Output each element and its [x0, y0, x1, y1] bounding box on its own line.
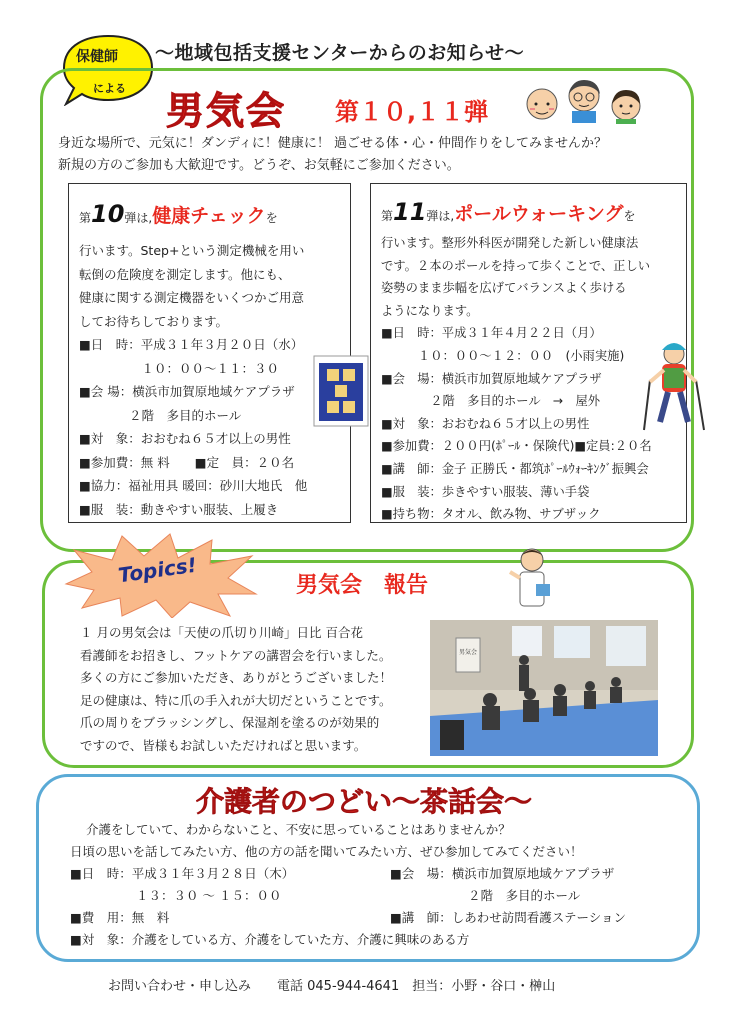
event-10-mid: 弾は, — [124, 211, 153, 225]
event-11-line: ようになります。 — [381, 303, 479, 318]
care-lecturer: ■講 師：しあわせ訪問看護ステーション — [390, 910, 627, 925]
report-text — [80, 622, 392, 757]
event-10-place: ■会 場：横浜市加賀原地域ケアプラザ — [79, 384, 295, 399]
event-10-heading — [79, 200, 278, 228]
event-10-date: ■日 時：平成３１年３月２０日（水） — [79, 337, 304, 352]
event-11-prefix: 第 — [381, 209, 394, 223]
event-11-line: 行います。整形外科医が開発した新しい健康法 — [381, 236, 639, 250]
care-place: ■会 場：横浜市加賀原地域ケアプラザ — [390, 866, 615, 881]
event-11-suffix: を — [623, 209, 636, 223]
event-11-belongings: ■持ち物：タオル、飲み物、サブザック — [381, 507, 601, 522]
event-11-mid: 弾は, — [426, 209, 455, 223]
topics-badge: Topics! — [116, 552, 199, 588]
nurse-pointing-icon — [508, 546, 554, 612]
care-fee: ■費 用：無 料 — [70, 910, 170, 925]
photo-sign-text: 男気会 — [459, 649, 478, 656]
event-11-place: ■会 場：横浜市加賀原地域ケアプラザ — [381, 371, 602, 386]
intro-line-1: 身近な場所で、元気に！ダンディに！健康に！ 過ごせる体・心・仲間作りをしてみませんか？ — [58, 136, 607, 151]
event-10-target: ■対 象：おおむね６５才以上の男性 — [79, 431, 291, 446]
contact-footer: お問い合わせ・申し込み 電話 045-944-4641 担当：小野・谷口・榊山 — [108, 979, 556, 994]
face-glasses-icon — [569, 80, 600, 123]
event-10-box — [68, 183, 351, 523]
event-10-details — [79, 239, 307, 521]
event-11-date: ■日 時：平成３１年４月２２日（月） — [381, 326, 602, 341]
event-10-line: 転倒の危険度を測定します。他にも、 — [79, 266, 291, 282]
bubble-label-nurse: 保健師 — [76, 49, 118, 65]
bubble-label-by: による — [93, 82, 126, 95]
event-10-keyword: 健康チェック — [152, 205, 266, 227]
face-bald-icon — [527, 89, 557, 119]
report-line: 多くの方にご参加いただき、ありがとうございました！ — [80, 670, 393, 685]
page-header-title: ～地域包括支援センターからのお知らせ～ — [155, 42, 525, 64]
report-line: 足の健康は、特に爪の手入れが大切だということです。 — [80, 692, 392, 708]
event-11-keyword: ポールウォーキング — [454, 203, 624, 225]
care-target: ■対 象：介護をしている方、介護をしていた方、介護に興味のある方 — [70, 932, 470, 947]
pole-walker-icon — [640, 340, 708, 432]
event-11-number: 11 — [393, 198, 427, 226]
step-device-icon — [313, 355, 369, 427]
care-line-1: 介護をしていて、わからないこと、不安に思っていることはありませんか？ — [86, 822, 511, 837]
intro-line-2: 新規の方のご参加も大歓迎です。どうぞ、お気軽にご参加ください。 — [58, 158, 460, 173]
face-young-man-icon — [612, 90, 640, 124]
event-11-fee: ■参加費：２００円(ﾎﾟｰﾙ・保険代)■定員:２０名 — [381, 439, 652, 454]
event-10-place-room: ２階 多目的ホール — [79, 407, 242, 423]
event-10-time: １０：００～１１：３０ — [79, 360, 280, 376]
event-10-fee: ■参加費：無 料 ■定 員：２０名 — [79, 454, 295, 470]
main-subtitle: 第１０,１１弾 — [335, 98, 489, 126]
report-title: 男気会 報告 — [296, 573, 429, 598]
report-line: 看護師をお招きし、フットケアの講習会を行いました。 — [80, 647, 392, 663]
event-10-line: 行います。Step+という測定機械を用い — [79, 243, 305, 258]
event-11-time: １０：００～１２：００ (小雨実施) — [381, 348, 625, 363]
event-11-heading — [381, 198, 636, 226]
event-11-line: 姿勢のまま歩幅を広げてバランスよく歩ける — [381, 281, 627, 296]
event-11-target: ■対 象：おおむね６５才以上の男性 — [381, 416, 590, 431]
event-photo — [430, 620, 658, 756]
report-line: ですので、皆様もお試しいただければと思います。 — [80, 737, 367, 753]
event-11-place-room: ２階 多目的ホール → 屋外 — [381, 394, 601, 409]
care-place-room: ２階 多目的ホール — [468, 888, 581, 903]
event-11-details — [381, 232, 652, 526]
event-10-suffix: を — [265, 211, 278, 225]
men-faces-illustration — [524, 74, 648, 124]
event-11-line: です。２本のポールを持って歩くことで、正しい — [381, 258, 651, 273]
report-line: 爪の周りをブラッシングし、保湿剤を塗るのが効果的 — [80, 715, 380, 730]
care-title: 介護者のつどい～茶話会～ — [196, 785, 533, 818]
event-10-line: してお待ちしております。 — [79, 313, 229, 329]
care-date: ■日 時：平成３１年３月２８日（木） — [70, 866, 295, 881]
event-10-attire: ■服 装：動きやすい服装、上履き — [79, 501, 279, 517]
report-line: １ 月の男気会は「天使の爪切り川崎」日比 百合花 — [80, 625, 363, 640]
event-10-cooperation: ■協力：福祉用具 暖回：砂川大地氏 他 — [79, 478, 308, 493]
event-11-lecturer: ■講 師：金子 正勝氏・都筑ﾎﾟｰﾙｳｫｰｷﾝｸﾞ振興会 — [381, 461, 649, 476]
care-time: １３：３０ ～ １５：００ — [136, 888, 282, 903]
event-11-attire: ■服 装：歩きやすい服装、薄い手袋 — [381, 484, 590, 499]
event-10-line: 健康に関する測定機器をいくつかご用意 — [79, 290, 305, 305]
care-line-2: 日頃の思いを話してみたい方、他の方の話を聞いてみたい方、ぜひ参加してみてください！ — [70, 844, 583, 859]
intro-text — [58, 133, 688, 177]
event-10-prefix: 第 — [79, 211, 92, 225]
event-10-number: 10 — [91, 200, 125, 228]
main-title: 男気会 — [166, 89, 287, 133]
